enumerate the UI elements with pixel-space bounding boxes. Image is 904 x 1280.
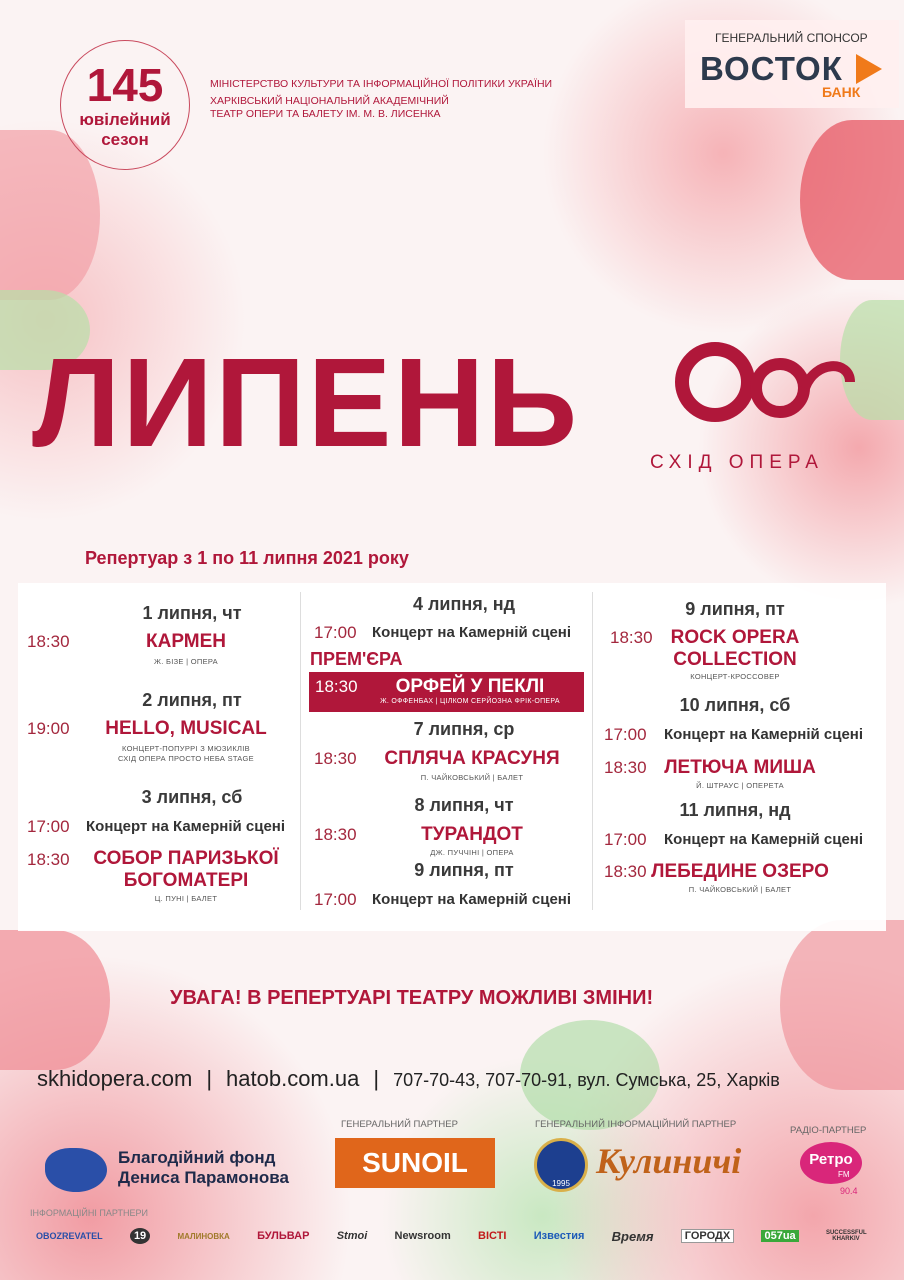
media-logo: OBOZREVATEL xyxy=(36,1231,103,1241)
date-heading: 3 липня, сб xyxy=(141,787,243,807)
event-title: ТУРАНДОТ xyxy=(421,824,523,845)
sunoil-logo xyxy=(335,1138,495,1188)
event-time: 18:30 xyxy=(314,749,357,768)
date-heading: 1 липня, чт xyxy=(142,603,242,623)
event-subtitle: ДЖ. ПУЧЧІНІ | ОПЕРА xyxy=(430,848,514,857)
media-logo: Известия xyxy=(533,1230,585,1242)
event-title: ROCK OPERA xyxy=(670,627,800,648)
event-title: Концерт на Камерній сцені xyxy=(664,831,864,848)
contacts-line xyxy=(37,1066,877,1092)
radio-frequency: 90.4 xyxy=(840,1186,858,1196)
event-subtitle: П. ЧАЙКОВСЬКИЙ | БАЛЕТ xyxy=(420,773,524,782)
strawberry-decoration xyxy=(800,120,904,280)
date-heading: 2 липня, пт xyxy=(142,690,242,710)
event-time: 17:00 xyxy=(604,830,647,849)
media-logo: Newsroom xyxy=(394,1230,451,1242)
event-title: БОГОМАТЕРІ xyxy=(123,870,249,891)
general-partner-label: ГЕНЕРАЛЬНИЙ ПАРТНЕР xyxy=(341,1119,458,1130)
date-heading: 7 липня, ср xyxy=(413,719,515,739)
event-title: Концерт на Камерній сцені xyxy=(372,624,572,641)
media-logo: БУЛЬВАР xyxy=(257,1230,310,1242)
date-heading: 10 липня, сб xyxy=(679,695,791,715)
sponsor-label: ГЕНЕРАЛЬНИЙ СПОНСОР xyxy=(715,31,868,45)
strawberry-decoration xyxy=(0,930,110,1070)
event-subtitle: СХІД ОПЕРА ПРОСТО НЕБА STAGE xyxy=(118,754,254,763)
event-subtitle: Ж. ОФФЕНБАХ | ЦІЛКОМ СЕРЙОЗНА ФРІК-ОПЕРА xyxy=(380,698,560,705)
separator: | xyxy=(206,1066,213,1091)
date-heading: 9 липня, пт xyxy=(685,599,785,619)
brand-name: СХІД ОПЕРА xyxy=(650,452,824,473)
fund-name: Дениса Парамонова xyxy=(118,1168,289,1187)
event-time: 17:00 xyxy=(314,890,357,909)
radio-fm: FM xyxy=(838,1170,850,1179)
seal-year: 1995 xyxy=(552,1179,570,1188)
info-partners-label: ІНФОРМАЦІЙНІ ПАРТНЕРИ xyxy=(30,1208,148,1218)
event-subtitle: КОНЦЕРТ-КРОССОВЕР xyxy=(690,672,780,681)
media-partners xyxy=(36,1228,866,1244)
strawberry-decoration xyxy=(780,920,904,1090)
media-logo: 19 xyxy=(130,1228,150,1244)
separator: | xyxy=(373,1066,380,1091)
retro-fm-logo xyxy=(800,1142,862,1184)
media-logo: ГОРОДХ xyxy=(681,1229,734,1243)
date-heading: 9 липня, пт xyxy=(414,860,514,880)
event-title: Концерт на Камерній сцені xyxy=(372,891,572,908)
date-heading: 11 липня, нд xyxy=(679,800,791,820)
media-logo: Время xyxy=(611,1228,654,1244)
event-time: 18:30 xyxy=(610,628,653,647)
date-heading: 8 липня, чт xyxy=(414,795,514,815)
info-general-label: ГЕНЕРАЛЬНИЙ ІНФОРМАЦІЙНИЙ ПАРТНЕР xyxy=(535,1119,737,1130)
org-line: ТЕАТР ОПЕРИ ТА БАЛЕТУ ІМ. М. В. ЛИСЕНКА xyxy=(210,108,441,120)
media-logo: SUCCESSFUL KHARKIV xyxy=(825,1230,867,1242)
sponsor-arrow-icon xyxy=(856,54,882,84)
date-heading: 4 липня, нд xyxy=(412,594,516,614)
event-title: Концерт на Камерній сцені xyxy=(664,726,864,743)
org-line: МІНІСТЕРСТВО КУЛЬТУРИ ТА ІНФОРМАЦІЙНОЇ ПОЛІТИКИ УКРАЇНИ xyxy=(210,78,553,90)
event-subtitle: Ж. БІЗЕ | ОПЕРА xyxy=(154,657,218,666)
dove-icon xyxy=(45,1148,107,1192)
event-time: 17:00 xyxy=(314,623,357,642)
event-title: СОБОР ПАРИЗЬКОЇ xyxy=(93,848,279,869)
event-subtitle: П. ЧАЙКОВСЬКИЙ | БАЛЕТ xyxy=(688,885,792,894)
event-subtitle: Ц. ПУНІ | БАЛЕТ xyxy=(154,894,218,903)
warning-text: УВАГА! В РЕПЕРТУАРІ ТЕАТРУ МОЖЛИВІ ЗМІНИ! xyxy=(170,987,654,1009)
event-time: 18:30 xyxy=(604,862,647,881)
event-time: 18:30 xyxy=(314,825,357,844)
event-title: КАРМЕН xyxy=(146,631,226,652)
badge-line2: сезон xyxy=(101,130,149,149)
event-time: 17:00 xyxy=(27,817,70,836)
badge-number: 145 xyxy=(86,59,164,111)
event-title: HELLO, MUSICAL xyxy=(105,718,267,739)
sponsor-logo: ВОСТОК xyxy=(700,50,843,87)
sponsor-sub: БАНК xyxy=(822,84,861,100)
media-logo: Stmoi xyxy=(336,1230,368,1242)
media-logo: МАЛИНОВКА xyxy=(177,1231,230,1241)
website-link[interactable]: hatob.com.ua xyxy=(226,1066,360,1091)
badge-line1: ювілейний xyxy=(79,110,171,129)
media-logo: ВІСТІ xyxy=(478,1230,507,1242)
event-title: COLLECTION xyxy=(673,649,797,670)
event-title: ОРФЕЙ У ПЕКЛІ xyxy=(395,676,545,697)
event-title: Концерт на Камерній сцені xyxy=(86,818,286,835)
event-title: ЛЕБЕДИНЕ ОЗЕРО xyxy=(651,861,829,882)
opera-logo-icon xyxy=(675,340,860,425)
event-time: 18:30 xyxy=(315,677,358,696)
event-time: 18:30 xyxy=(27,850,70,869)
seal-logo xyxy=(534,1138,588,1192)
event-title: ЛЕТЮЧА МИША xyxy=(664,757,816,778)
event-time: 17:00 xyxy=(604,725,647,744)
event-subtitle: Й. ШТРАУС | ОПЕРЕТА xyxy=(696,781,784,790)
premiere-label: ПРЕМ'ЄРА xyxy=(310,649,403,669)
event-time: 19:00 xyxy=(27,719,70,738)
fund-name: Благодійний фонд xyxy=(118,1148,276,1167)
event-time: 18:30 xyxy=(27,632,70,651)
website-link[interactable]: skhidopera.com xyxy=(37,1066,193,1091)
kulynychi-logo: Кулиничі xyxy=(596,1141,742,1181)
month-title: ЛИПЕНЬ xyxy=(32,332,580,473)
schedule-subtitle: Репертуар з 1 по 11 липня 2021 року xyxy=(85,548,409,568)
event-time: 18:30 xyxy=(604,758,647,777)
contact-info: 707-70-43, 707-70-91, вул. Сумська, 25, Харків xyxy=(393,1070,780,1090)
radio-partner-label: РАДІО-ПАРТНЕР xyxy=(790,1125,867,1136)
radio-name: Ретро xyxy=(809,1151,853,1168)
event-subtitle: КОНЦЕРТ-ПОПУРРІ З МЮЗИКЛІВ xyxy=(122,744,250,753)
event-title: СПЛЯЧА КРАСУНЯ xyxy=(384,748,560,769)
sunoil-text: SUNOIL xyxy=(362,1147,468,1178)
org-line: ХАРКІВСЬКИЙ НАЦІОНАЛЬНИЙ АКАДЕМІЧНИЙ xyxy=(210,95,449,107)
media-logo: 057ua xyxy=(761,1230,798,1242)
